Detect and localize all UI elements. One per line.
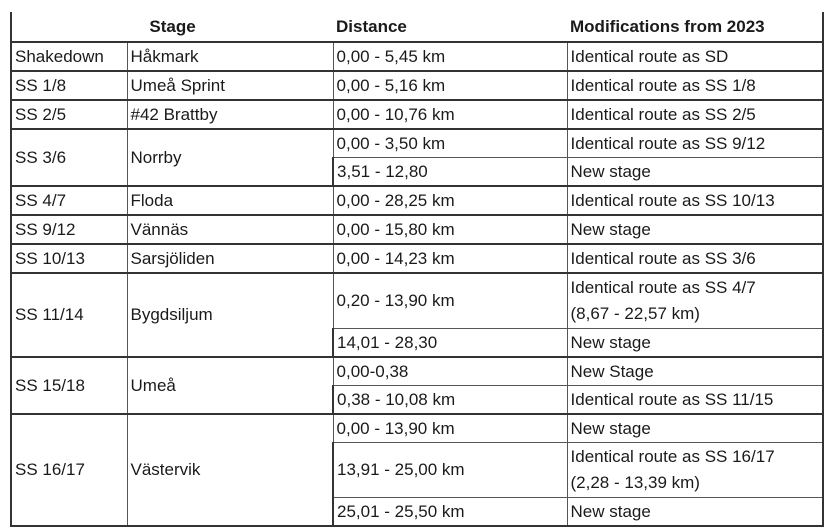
stage-code: SS 16/17 bbox=[11, 414, 127, 526]
stage-table bbox=[10, 12, 824, 527]
stage-modification bbox=[567, 273, 823, 329]
header-distance: Distance bbox=[336, 16, 407, 36]
stage-distance: 0,00 - 10,76 km bbox=[333, 100, 567, 129]
stage-modification: Identical route as SS 10/13 bbox=[567, 186, 823, 215]
stage-name: Umeå Sprint bbox=[127, 71, 333, 100]
table-row bbox=[11, 129, 823, 158]
table-row bbox=[11, 186, 823, 215]
stage-distance: 0,00 - 28,25 km bbox=[333, 186, 567, 215]
stage-table-container bbox=[10, 12, 822, 527]
stage-modification bbox=[567, 443, 823, 498]
modification-line: Identical route as SS 16/17 bbox=[570, 447, 775, 466]
stage-name: Floda bbox=[127, 186, 333, 215]
table-header bbox=[11, 12, 823, 42]
stage-modification: Identical route as SS 1/8 bbox=[567, 71, 823, 100]
stage-name: #42 Brattby bbox=[127, 100, 333, 129]
stage-distance: 14,01 - 28,30 bbox=[333, 329, 567, 358]
stage-modification: Identical route as SS 3/6 bbox=[567, 244, 823, 273]
stage-name: Umeå bbox=[127, 357, 333, 414]
stage-distance: 0,00 - 13,90 km bbox=[333, 414, 567, 443]
stage-code: SS 3/6 bbox=[11, 129, 127, 186]
stage-modification: Identical route as SS 9/12 bbox=[567, 129, 823, 158]
stage-distance: 0,20 - 13,90 km bbox=[333, 273, 567, 329]
stage-code: SS 11/14 bbox=[11, 273, 127, 357]
stage-modification: New stage bbox=[567, 158, 823, 187]
table-row bbox=[11, 71, 823, 100]
table-row bbox=[11, 244, 823, 273]
stage-code: SS 2/5 bbox=[11, 100, 127, 129]
stage-modification: Identical route as SD bbox=[567, 42, 823, 71]
stage-modification: New stage bbox=[567, 414, 823, 443]
table-row bbox=[11, 357, 823, 386]
modification-line: (8,67 - 22,57 km) bbox=[570, 304, 700, 323]
stage-modification: Identical route as SS 11/15 bbox=[567, 386, 823, 415]
stage-distance: 0,00 - 5,45 km bbox=[333, 42, 567, 71]
stage-distance: 0,00 - 14,23 km bbox=[333, 244, 567, 273]
stage-name: Håkmark bbox=[127, 42, 333, 71]
stage-name: Vännäs bbox=[127, 215, 333, 244]
stage-distance: 0,00-0,38 bbox=[333, 357, 567, 386]
stage-distance: 13,91 - 25,00 km bbox=[333, 443, 567, 498]
header-modifications: Modifications from 2023 bbox=[570, 16, 765, 36]
stage-code: SS 1/8 bbox=[11, 71, 127, 100]
stage-name: Sarsjöliden bbox=[127, 244, 333, 273]
stage-distance: 0,00 - 3,50 km bbox=[333, 129, 567, 158]
table-row bbox=[11, 215, 823, 244]
stage-code: Shakedown bbox=[11, 42, 127, 71]
stage-name: Norrby bbox=[127, 129, 333, 186]
table-body bbox=[11, 42, 823, 526]
stage-distance: 25,01 - 25,50 km bbox=[333, 498, 567, 527]
stage-modification: New stage bbox=[567, 329, 823, 358]
stage-code: SS 9/12 bbox=[11, 215, 127, 244]
modification-line: (2,28 - 13,39 km) bbox=[570, 473, 700, 492]
table-row bbox=[11, 414, 823, 443]
table-row bbox=[11, 42, 823, 71]
stage-code: SS 15/18 bbox=[11, 357, 127, 414]
stage-name: Västervik bbox=[127, 414, 333, 526]
stage-distance: 0,00 - 15,80 km bbox=[333, 215, 567, 244]
stage-modification: Identical route as SS 2/5 bbox=[567, 100, 823, 129]
header-stage: Stage bbox=[149, 16, 196, 36]
table-row bbox=[11, 100, 823, 129]
stage-modification: New Stage bbox=[567, 357, 823, 386]
stage-distance: 3,51 - 12,80 bbox=[333, 158, 567, 187]
stage-distance: 0,38 - 10,08 km bbox=[333, 386, 567, 415]
stage-code: SS 4/7 bbox=[11, 186, 127, 215]
table-row bbox=[11, 273, 823, 329]
stage-modification: New stage bbox=[567, 498, 823, 527]
stage-name: Bygdsiljum bbox=[127, 273, 333, 357]
stage-modification: New stage bbox=[567, 215, 823, 244]
stage-distance: 0,00 - 5,16 km bbox=[333, 71, 567, 100]
modification-line: Identical route as SS 4/7 bbox=[570, 278, 756, 297]
stage-code: SS 10/13 bbox=[11, 244, 127, 273]
